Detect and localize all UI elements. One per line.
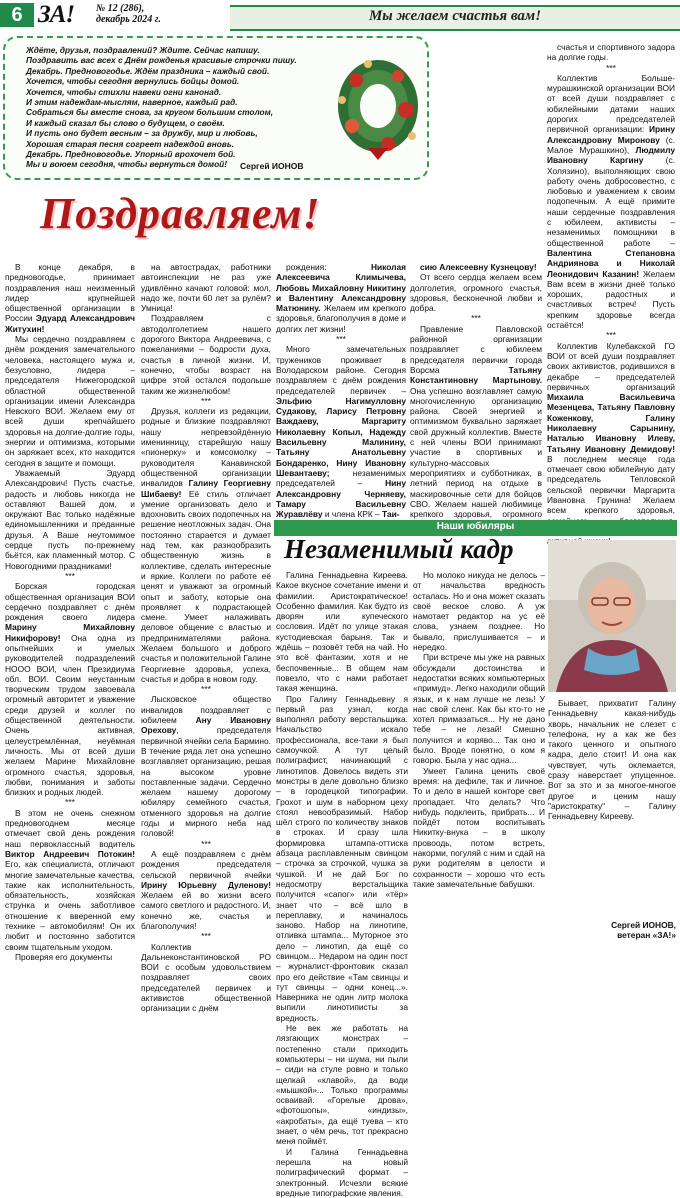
paragraph: Уважаемый Эдуард Александрович! Пусть счастье, радость и любовь никогда не оставляют Вашей дом, и окружают Вас только надёжные единомышленники и преданные друзья. А Ваше неутомимое сердце пусть по-прежнему бьётся, как пламенный мотор. С Новогодними праздниками! — [5, 467, 135, 571]
poem-line: Хочется, чтобы сегодня вернулись бойцы домой. — [26, 76, 240, 87]
paragraph: Коллектив Кулебакской ГО ВОИ от всей души поздравляет своих активистов, родившихся в декабре – председателей первичных организаций Михаила Васильевича Мезенцева, Татьяну Павловну Коженкову, Галину Николаевну Сарынину, Наталью Ивановну Илеву, Татьяну Ивановну Демидову! В последнем месяце года отмечает свою юбилейную дату председатель Тепловской сельской первички Маргарита Ивановна Грунина! Желаем всем крепкого здоровья, — [547, 340, 675, 516]
separator: *** — [201, 838, 211, 849]
separator: *** — [201, 931, 211, 942]
poem-line: Хорошая старая песня согреет надеждой вновь. — [26, 138, 235, 149]
poem-line: Мы и воюем сегодня, чтобы вернуться домой! — [26, 159, 227, 170]
article-column-1 — [5, 262, 135, 962]
poem-line: И этим надеждам-мыслям, наверное, каждый рад. — [26, 97, 238, 108]
jubilee-column-3 — [548, 698, 676, 822]
paragraph: Галина Геннадьевна Киреева. Какое вкусное сочетание имени и фамилии. Аристократическое! Особенно фамилия. Как будто из дворян или купеческого сословия. Идёт по улице этакая кустодиевская барыня. Так и ждёшь – позовёт тебя на чай. Но это всё фантазии, хотя и не беспочвенные... В общем нам повезло, что с нами работает такая женщина. — [276, 570, 408, 694]
paragraph: И Галина Геннадьевна перешла на новый полиграфический формат – электронный. Исчезли всякие вредные типографские явления. — [276, 1146, 408, 1198]
separator: *** — [336, 334, 346, 345]
poem-line: Декабрь. Предновогодье. Ждём праздника – каждый свой. — [26, 65, 270, 76]
paragraph: Коллектив Дальнеконстантиновской РО ВОИ с особым удовольствием поздравляет своих председателей первичек и активистов общественной организации с днём — [141, 941, 271, 1014]
paragraph: Умеет Галина ценить своё время: на дефиле, так и личное. То и дело в нашей конторе свет пропадает. Что делать? Что нибудь подклеить, прибрать... И пойдёт потом воспитывать Никитку-внука – в школу провоодь, потом встреть, накорми, погуляй с ним и сдай на руки родителям в целости и сохранности – хорошо что есть такие замечательные бабушки. — [413, 765, 545, 889]
poem-line: Ждёте, друзья, поздравлений? Ждите. Сейчас напишу. — [26, 45, 260, 55]
paragraph: В конце декабря, в предновогодье, принимает поздравления наш неизменный лидер крупнейшей общественной организации в России Эдуард Александрович Житухин! — [5, 262, 136, 334]
paragraph: Лысковское общество инвалидов поздравляет с юбилеем Ану Ивановну Орехову, председателя первичной ячейки села Бармино. В течение ряда лет она успешно возглавляет организацию, решая на высоком уровне поставленные задачи. Сердечно желаем нашему дорогому юбиляру семейного счастья, отменного здоровья на долгие годы и мирного неба над головой! — [141, 694, 271, 839]
poem-line: И пусть оно будет весным – за дружбу, мир и любовь, — [26, 128, 258, 139]
separator: *** — [65, 570, 75, 581]
poem-line: Декабрь. Предновогодье. Упорный врохочет бой. — [26, 149, 236, 160]
article-column-4 — [410, 262, 542, 530]
jubilee-author-role: ветеран «ЗА!» — [617, 930, 676, 940]
separator: *** — [201, 684, 211, 695]
separator: *** — [606, 330, 616, 341]
paragraph: Друзья, коллеги из редакции, родные и близкие поздравляют нашу непревзойдённую именинницу, старейшую нашу «пионерку» и комсомолку – руководителя Канавинской общественной организации инвалидов Галину Георгиевну Шибаеву! Её стиль отличает умение организовать дело и вдохновить своих подопечных на решение неотложных задач. Она постоянно старается и думает над тем, как разнообразить общественную жизнь в коллективе, сделать интересные и яркие. Коллеги по работе её ценят и уважают за огромный опыт и заботу, которые она проявляет к подрастающей смене. Умеет налаживать деловое общение с властью и предпринимателями района. Желаем большого и доброго счастья и положительной Галине Георгиевне здоровья, успеха, счастья и добра в новом году. — [141, 406, 271, 684]
jubilee-author-name: Сергей ИОНОВ, — [611, 920, 676, 930]
paragraph: Проверяя его документы — [15, 951, 113, 962]
paragraph: Не век же работать на лязгающих монстрах – постепенно стали приходить компьютеры – ни шума, ни пыли – сиди на стуле ровно и только щелкай «клавой», да води «мышкой»... Только программы осваивай. «Горелые дрова», «фотошопы», «индизы», «акробаты», да ещё туева – кто знает, о чём речь, тот прекрасно меня поймёт. — [276, 1023, 408, 1147]
article-column-2 — [141, 262, 271, 1014]
separator: *** — [606, 62, 616, 73]
paragraph: От всего сердца желаем всем долголетия, огромного счастья, здоровья, бесконечной любви и добра. — [410, 272, 542, 314]
rubric-title: Мы желаем счастья вам! — [368, 8, 542, 24]
paragraph: Много замечательных тружеников проживает в Володарском районе. Сегодня поздравляем с днём рождения председателей первичек – Эльфию Нагимулловну Судакову, Ларису Петровну Важдаеву, Маргариту Николаевну Копыл, Надежду Васильевну Малинину, Татьяну Анатольевну Бондаренко, Нину Ивановну Шевантаеву; незаменимых председателей – Нину Александровну Черняеву, Тамару Васильевну Журавлёву и члена КРК – Таи- — [276, 344, 406, 520]
jubilee-column-2 — [413, 570, 545, 889]
article-column-3 — [276, 262, 406, 519]
paragraph: счастья и спортивного задора на долгие годы. — [547, 42, 675, 63]
paragraph: Правление Павловской районной организации поздравляет с юбилеем председателя первички города Ворсма Татьяну Константиновну Мартынову. Она успешно возглавляет самую многочисленную организацию района. Своей энергией и оптимизмом буквально заряжает свой дружный коллектив. Вместе с ней члены ВОИ принимают участие в спортивных и культурно-массовых мероприятиях и субботниках, в летний период на отдыхе в маскировочные сети для бойцов СВО. Желаем нашей любимице крепкого здоровья, огромного — [410, 323, 542, 520]
poem-line: Хочется, чтобы стихли навеки огни канонад. — [26, 86, 222, 97]
paragraph: Борская городская общественная организация ВОИ сердечно поздравляет с днём рождения своего лидера Марину Михайловну Никифорову! Она одна из опытнейших и умелых руководителей подразделений НООО ВОИ, член Президиума обл. ВОИ. Своим неустанным творческим трудом завоевала огромный авторитет и уважение среди друзей и коллег по общественной деятельности. Очень активная, целеустремлённая, неуёмная личность. Мы от всей души желаем Марине Михайловне огромного счастья, здоровья, любви, понимания и заботы близких и родных людей. — [5, 581, 135, 798]
section-tag: Наши юбиляры — [436, 521, 515, 532]
poem-line: Поздравить вас всех с Днём рожденья красивые строчки пишу. — [26, 55, 297, 66]
issue-date: декабрь 2024 г. — [96, 14, 161, 25]
main-headline: Поздравляем! — [40, 189, 321, 238]
jubilee-author — [548, 920, 676, 940]
newspaper-logo: ЗА! — [38, 1, 75, 28]
paragraph: А ещё поздравляем с днём рождения председателя сельской первичной ячейки Ирину Юрьевну Дуленову! Желаем ей во жизни всего самого светлого и радостного. И, конечно же, счастья и благополучия! — [141, 848, 271, 931]
paragraph: Про Галину Геннадьевну я первый раз узнал, когда выполнял работу верстальщика. Начальство искало профессионала, все-таки я был самоучкой. А тут целый полиграфист, начинающий с линотипов. Довелось видеть эти монстры в деле довольно близко – в городецкой типографии. Грохот и шум в наборном цеху стоял невообразимый. Набор шёл строго по количеству знаков в строках. И сразу шла формировка штампа-оттиска абзаца расплавленным свинцом – строчка за строчкой, чушка за чушкой. И не дай Бог по недосмотру верстальщика получится «сапог» или «тёр» знает что – всё шло в переплавку, и начиналось заново. Набор на линотипе, отливка штампа... Муторное это дело – линотип, да ещё со свинцом... Недаром на один пост – журналист-фронтовик сказал про его действие «Там свинцы и тут свинцы – одни конец...». Наверника не один литр молока выпили линотиписты за вредность. — [276, 693, 408, 1023]
issue-info — [96, 3, 161, 25]
christmas-wreath-illustration — [328, 40, 422, 170]
paragraph: Поздравляем с автодолголетием нашего дорогого Виктора Андреевича, с пожеланиями – бодрости духа, счастья в личной жизни. И, конечно, чтобы возраст на цифре этой остался подольше таким же жизнелюбом! — [141, 313, 271, 396]
paragraph: При встрече мы уже на равных обсуждали достоинства и недостатки всяких компьютерных «примуд». Легко находили общий язык, и к нам лучше не лезь! У нас свой сленг. Как бы кто-то не хотел примазаться... Ну не дано тебе – не лезай! Смешно получится и коряво... Так оно и было. Вроде понятно, о ком я говорю. Была у нас одна... — [413, 652, 545, 766]
paragraph: Но молоко никуда не делось – от начальства вредность осталась. Но и она может сказать своё веское слово. А уж намотает редактор на ус её слова, узнаем позднее. Но бывало, прислушивается – и нередко. — [413, 570, 545, 653]
issue-number: № 12 (286), — [96, 3, 145, 14]
paragraph: Мы сердечно поздравляем с днём рождения замечательного человека, настоящего мужа и, безусловно, лидера – председателя Нижегородской областной общественной организации имени Александра Невского ВОИ. Желаем ему от всей души крепчайшего здоровья на долгие-долгие годы, энергии и оптимизма, которыми он заряжает всех, кто находится сегодня в защите и помощи. — [5, 334, 135, 468]
paragraph: рождения: Николая Алексеевича Климычева, Любовь Михайловну Никитину и Валентину Александровну Матюнину. Желаем им крепкого здоровья, благополучия в доме и долгих лет жизни! — [276, 262, 406, 334]
paragraph: сию Алексеевну Кузнецову! — [420, 262, 537, 272]
separator: *** — [65, 797, 75, 808]
separator: *** — [471, 313, 481, 324]
poem-text — [26, 45, 326, 170]
portrait-photo — [548, 540, 676, 692]
article-column-5 — [547, 42, 675, 547]
poem-line: И каждый сказал бы слово о будущем, о своём. — [26, 117, 225, 128]
paragraph: на автострадах, работники автоинспекции не раз уже удивлённо качают головой: мол, надо же, почти 60 лет за рулём? Умница! — [141, 262, 271, 314]
poem-author: Сергей ИОНОВ — [240, 161, 304, 171]
jubilee-column-1 — [276, 570, 408, 1198]
poem-line: Собраться бы вместе снова, за кругом большим столом, — [26, 107, 274, 118]
separator: *** — [201, 395, 211, 406]
paragraph: Бывает, прихватит Галину Геннадьевну какая-нибудь хворь, начальник не слезет с телефона, ну а как же без такого ценного и опытного кадра, дело стоит! И она как чувствует, чуть оклемается, сразу наверстает упущенное. Вот за это и за многое-многое другое и ценим нашу "аристократку" – Галину Геннадьевну Кирееву. — [548, 698, 676, 822]
jubilee-headline: Незаменимый кадр — [284, 534, 514, 564]
paragraph: В этом не очень снежном предновогоднем месяце отмечает свой день рождения наш первоклассный водитель Виктор Андреевич Потокин! Его, как специалиста, отличают многие замечательные качества, такие как исполнительность, обязательность, хозяйская струнка и очень заботливое отношение к вверенной ему технике – автомобилям! Он их любит и постоянно заботится своим тщательным уходом. — [5, 807, 135, 952]
page-number: 6 — [0, 3, 34, 27]
paragraph: Коллектив Больше-мурашкинской организации ВОИ от всей души поздравляет с юбилейными датами наших дорогих председателей первичной организации: Ирину Александровну Миронову (с. Малое Мурашкино), Людмилу Ивановну Каргину (с. Холязино), выполняющих свою работу очень добросовестно, с любовью и уважением к своим подопечным. А ещё примите наши сердечные поздравления с юбилеем, активисты – незаменимых помощники в общественной работе – Валентина Степановна Андриянова и Николай Леонидович Казанин! Желаем Вам всем в жизни днеё только хороших, радостных и счастливых встреч! Пусть крепким здоровье всегда остаётся! — [547, 72, 675, 331]
